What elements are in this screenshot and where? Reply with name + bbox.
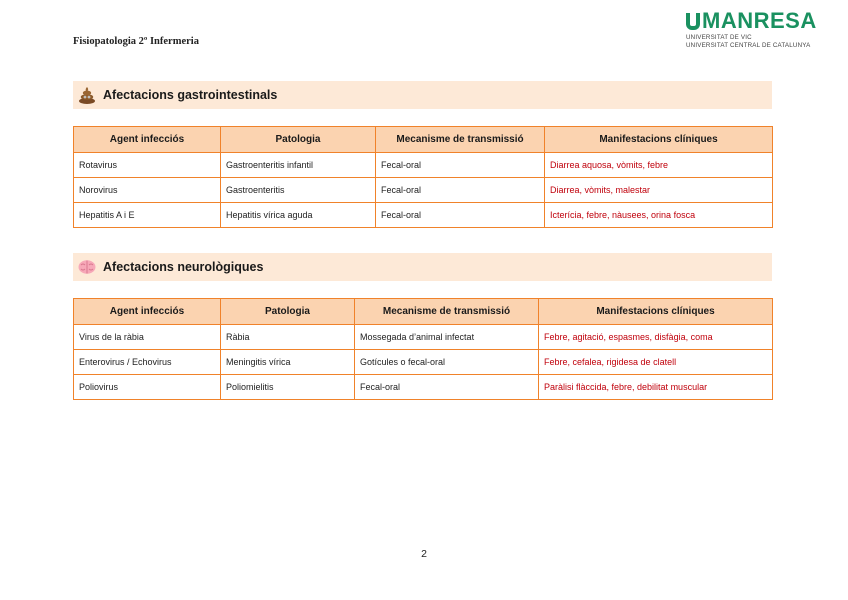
column-header: Mecanisme de transmissió bbox=[355, 299, 539, 325]
pathology-cell: Meningitis vírica bbox=[221, 350, 355, 375]
page-number: 2 bbox=[421, 548, 427, 560]
logo-text: MANRESA bbox=[702, 8, 817, 33]
neurological-table bbox=[73, 298, 773, 400]
transmission-cell: Gotícules o fecal-oral bbox=[355, 350, 539, 375]
agent-cell: Rotavirus bbox=[74, 153, 221, 178]
section-neurological-header bbox=[73, 253, 772, 281]
column-header: Mecanisme de transmissió bbox=[376, 127, 545, 153]
agent-cell: Norovirus bbox=[74, 178, 221, 203]
section-title: Afectacions neurològiques bbox=[103, 260, 264, 274]
logo-wordmark bbox=[686, 10, 836, 32]
column-header: Agent infecciós bbox=[74, 127, 221, 153]
manifestations-cell: Febre, cefalea, rigidesa de clatell bbox=[539, 350, 773, 375]
poop-icon bbox=[77, 85, 97, 105]
manifestations-cell: Diarrea aquosa, vòmits, febre bbox=[545, 153, 773, 178]
column-header: Patologia bbox=[221, 299, 355, 325]
agent-cell: Virus de la ràbia bbox=[74, 325, 221, 350]
column-header: Agent infecciós bbox=[74, 299, 221, 325]
table-header-row bbox=[74, 299, 773, 325]
manifestations-cell: Icterícia, febre, nàusees, orina fosca bbox=[545, 203, 773, 228]
section-gastrointestinal-header bbox=[73, 81, 772, 109]
section-title: Afectacions gastrointestinals bbox=[103, 88, 278, 102]
brain-icon bbox=[77, 257, 97, 277]
table-row bbox=[74, 325, 773, 350]
table-row bbox=[74, 178, 773, 203]
table-header-row bbox=[74, 127, 773, 153]
pathology-cell: Ràbia bbox=[221, 325, 355, 350]
pathology-cell: Hepatitis vírica aguda bbox=[221, 203, 376, 228]
agent-cell: Hepatitis A i E bbox=[74, 203, 221, 228]
manifestations-cell: Paràlisi flàccida, febre, debilitat muscular bbox=[539, 375, 773, 400]
column-header: Manifestacions clíniques bbox=[545, 127, 773, 153]
transmission-cell: Mossegada d’animal infectat bbox=[355, 325, 539, 350]
transmission-cell: Fecal-oral bbox=[376, 203, 545, 228]
column-header: Patologia bbox=[221, 127, 376, 153]
agent-cell: Enterovirus / Echovirus bbox=[74, 350, 221, 375]
table-row bbox=[74, 203, 773, 228]
logo-u-mark bbox=[686, 13, 700, 30]
transmission-cell: Fecal-oral bbox=[355, 375, 539, 400]
transmission-cell: Fecal-oral bbox=[376, 153, 545, 178]
logo-subtitle-2: UNIVERSITAT CENTRAL DE CATALUNYA bbox=[686, 42, 811, 49]
document-header-title: Fisiopatologia 2º Infermeria bbox=[73, 36, 199, 47]
transmission-cell: Fecal-oral bbox=[376, 178, 545, 203]
pathology-cell: Gastroenteritis bbox=[221, 178, 376, 203]
agent-cell: Poliovirus bbox=[74, 375, 221, 400]
pathology-cell: Gastroenteritis infantil bbox=[221, 153, 376, 178]
logo-subtitle-1: UNIVERSITAT DE VIC bbox=[686, 34, 752, 41]
column-header: Manifestacions clíniques bbox=[539, 299, 773, 325]
table-row bbox=[74, 350, 773, 375]
gastrointestinal-table bbox=[73, 126, 773, 228]
table-row bbox=[74, 375, 773, 400]
university-logo bbox=[686, 10, 836, 50]
pathology-cell: Poliomielitis bbox=[221, 375, 355, 400]
table-row bbox=[74, 153, 773, 178]
manifestations-cell: Diarrea, vòmits, malestar bbox=[545, 178, 773, 203]
manifestations-cell: Febre, agitació, espasmes, disfàgia, coma bbox=[539, 325, 773, 350]
